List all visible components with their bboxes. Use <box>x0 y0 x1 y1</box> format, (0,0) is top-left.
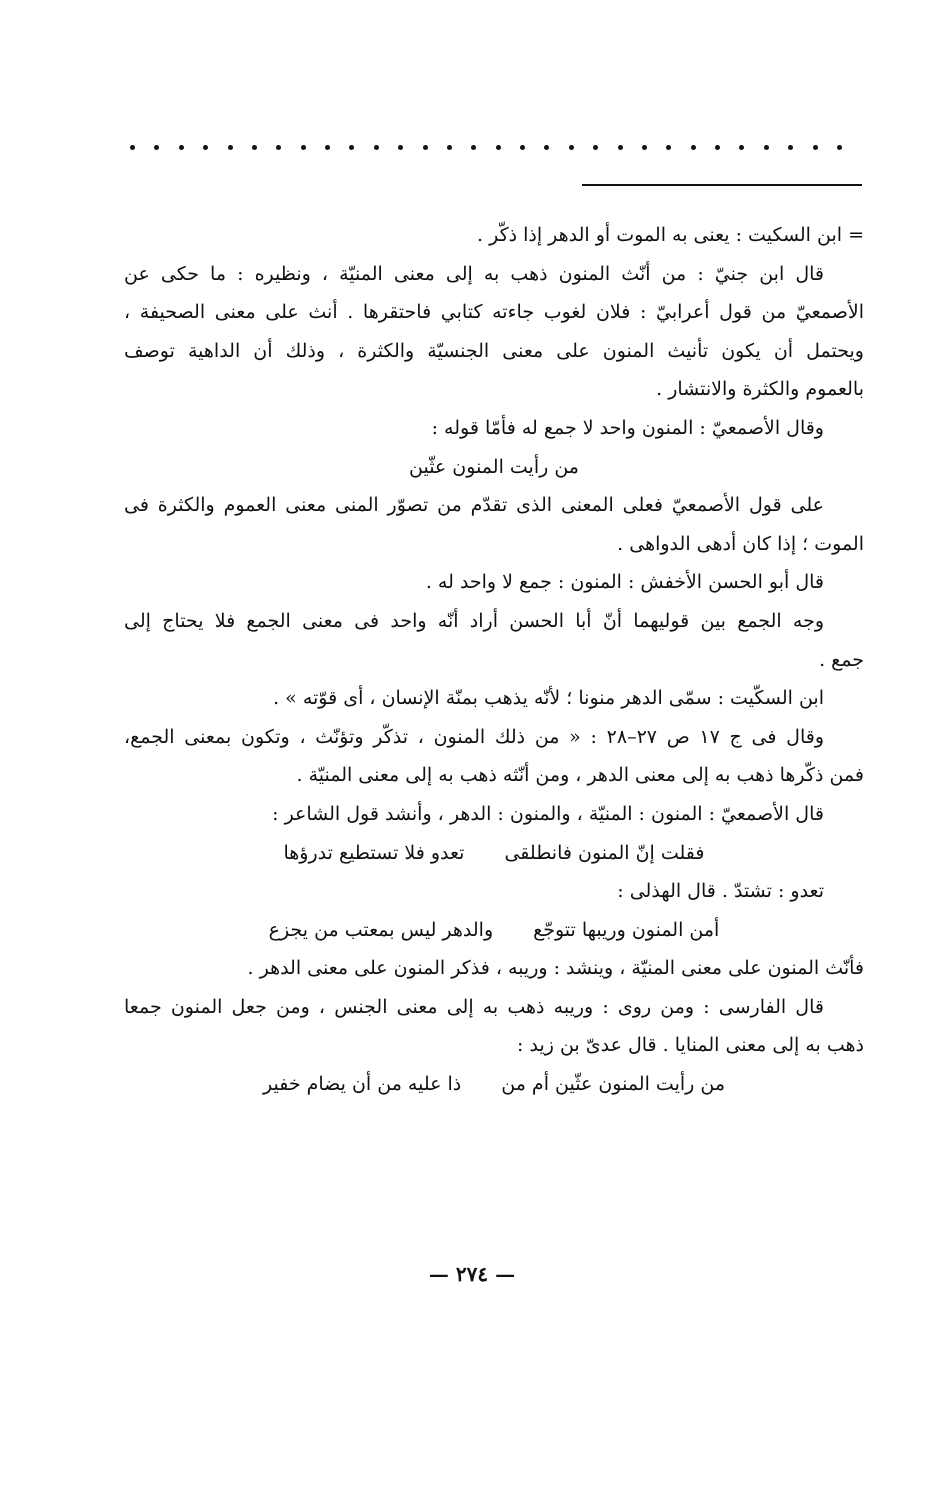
dot-mark <box>301 145 306 150</box>
ellipsis-dots-divider <box>130 138 842 156</box>
text-line: = ابن السكيت : يعنى به الموت أو الدهر إذا ذكّر . <box>477 224 864 246</box>
dot-mark <box>837 145 842 150</box>
dot-mark <box>496 145 501 150</box>
footnote-text-block <box>124 216 864 1104</box>
verse-hemistich-second: والدهر ليس بمعتب من يجزع <box>268 918 494 941</box>
dot-mark <box>593 145 598 150</box>
text-line: ابن السكّيت : سمّى الدهر منونا ؛ لأنّه يذهب بمنّة الإنسان ، أى قوّته » . <box>273 687 824 710</box>
dot-mark <box>228 145 233 150</box>
dot-mark <box>569 145 574 150</box>
verse-quote-line: من رأيت المنون عثّين <box>409 455 579 478</box>
dot-mark <box>618 145 623 150</box>
text-line: بالعموم والكثرة والانتشار . <box>656 378 864 401</box>
verse-hemistich-first: أمن المنون وريبها تتوجّع <box>533 918 720 941</box>
text-line: قال ابن جنيّ : من أنّث المنون ذهب به إلى معنى المنيّة ، ونظيره : ما حكى عن <box>124 262 824 285</box>
text-line: الأصمعيّ من قول أعرابيّ : فلان لغوب جاءته كتابي فاحتقرها . أنث على معنى الصحيفة ، <box>124 301 864 324</box>
dot-mark <box>520 145 525 150</box>
text-line: ذهب به إلى معنى المنايا . قال عدىّ بن زيد : <box>517 1034 864 1057</box>
dot-mark <box>447 145 452 150</box>
text-line: الموت ؛ إذا كان أدهى الدواهى . <box>617 532 864 555</box>
text-line: وقال فى ج ١٧ ص ٢٧–٢٨ : « من ذلك المنون ، تذكّر وتؤنّث ، وتكون بمعنى الجمع، <box>124 725 824 748</box>
footnote-separator-rule <box>582 184 862 186</box>
dot-mark <box>130 145 135 150</box>
text-line: تعدو : تشتدّ . قال الهذلى : <box>617 880 824 903</box>
dot-mark <box>349 145 354 150</box>
text-line: فأنّث المنون على معنى المنيّة ، وينشد : وريبه ، فذكر المنون على معنى الدهر . <box>247 957 864 980</box>
dot-mark <box>276 145 281 150</box>
verse-hemistich-first: فقلت إنّ المنون فانطلقى <box>504 841 705 864</box>
text-line: على قول الأصمعيّ فعلى المعنى الذى تقدّم من تصوّر المنى معنى العموم والكثرة فى <box>124 494 824 517</box>
dot-mark <box>788 145 793 150</box>
dot-mark <box>398 145 403 150</box>
verse-hemistich-first: من رأيت المنون عثّين أم من <box>501 1073 725 1096</box>
dot-mark <box>374 145 379 150</box>
page-number: — ٢٧٤ — <box>428 1262 516 1286</box>
text-line: قال الفارسى : ومن روى : وريبه ذهب به إلى معنى الجنس ، ومن جعل المنون جمعا <box>124 995 824 1018</box>
text-line: وقال الأصمعيّ : المنون واحد لا جمع له فأمّا قوله : <box>431 416 824 439</box>
dot-mark <box>203 145 208 150</box>
text-line: قال أبو الحسن الأخفش : المنون : جمع لا واحد له . <box>425 571 824 594</box>
text-line: جمع . <box>819 648 864 671</box>
text-line: فمن ذكّرها ذهب به إلى معنى الدهر ، ومن أنّثه ذهب به إلى معنى المنيّة . <box>296 764 864 787</box>
dot-mark <box>423 145 428 150</box>
verse-line-1 <box>124 834 864 873</box>
dot-mark <box>471 145 476 150</box>
verse-line-3 <box>124 1065 864 1104</box>
dot-mark <box>325 145 330 150</box>
verse-line-2 <box>124 911 864 950</box>
dot-mark <box>252 145 257 150</box>
verse-hemistich-second: ذا عليه من أن يضام خفير <box>263 1073 462 1096</box>
dot-mark <box>691 145 696 150</box>
dot-mark <box>813 145 818 150</box>
text-line: وجه الجمع بين قوليهما أنّ أبا الحسن أراد أنّه واحد فى معنى الجمع فلا يحتاج إلى <box>124 609 824 632</box>
dot-mark <box>642 145 647 150</box>
dot-mark <box>739 145 744 150</box>
dot-mark <box>715 145 720 150</box>
text-line: قال الأصمعيّ : المنون : المنيّة ، والمنون : الدهر ، وأنشد قول الشاعر : <box>272 802 824 825</box>
dot-mark <box>764 145 769 150</box>
dot-mark <box>179 145 184 150</box>
text-line: ويحتمل أن يكون تأنيث المنون على معنى الجنسيّة والكثرة ، وذلك أن الداهية توصف <box>124 339 864 362</box>
dot-mark <box>154 145 159 150</box>
dot-mark <box>666 145 671 150</box>
dot-mark <box>544 145 549 150</box>
verse-hemistich-second: تعدو فلا تستطيع تدرؤها <box>283 841 465 864</box>
